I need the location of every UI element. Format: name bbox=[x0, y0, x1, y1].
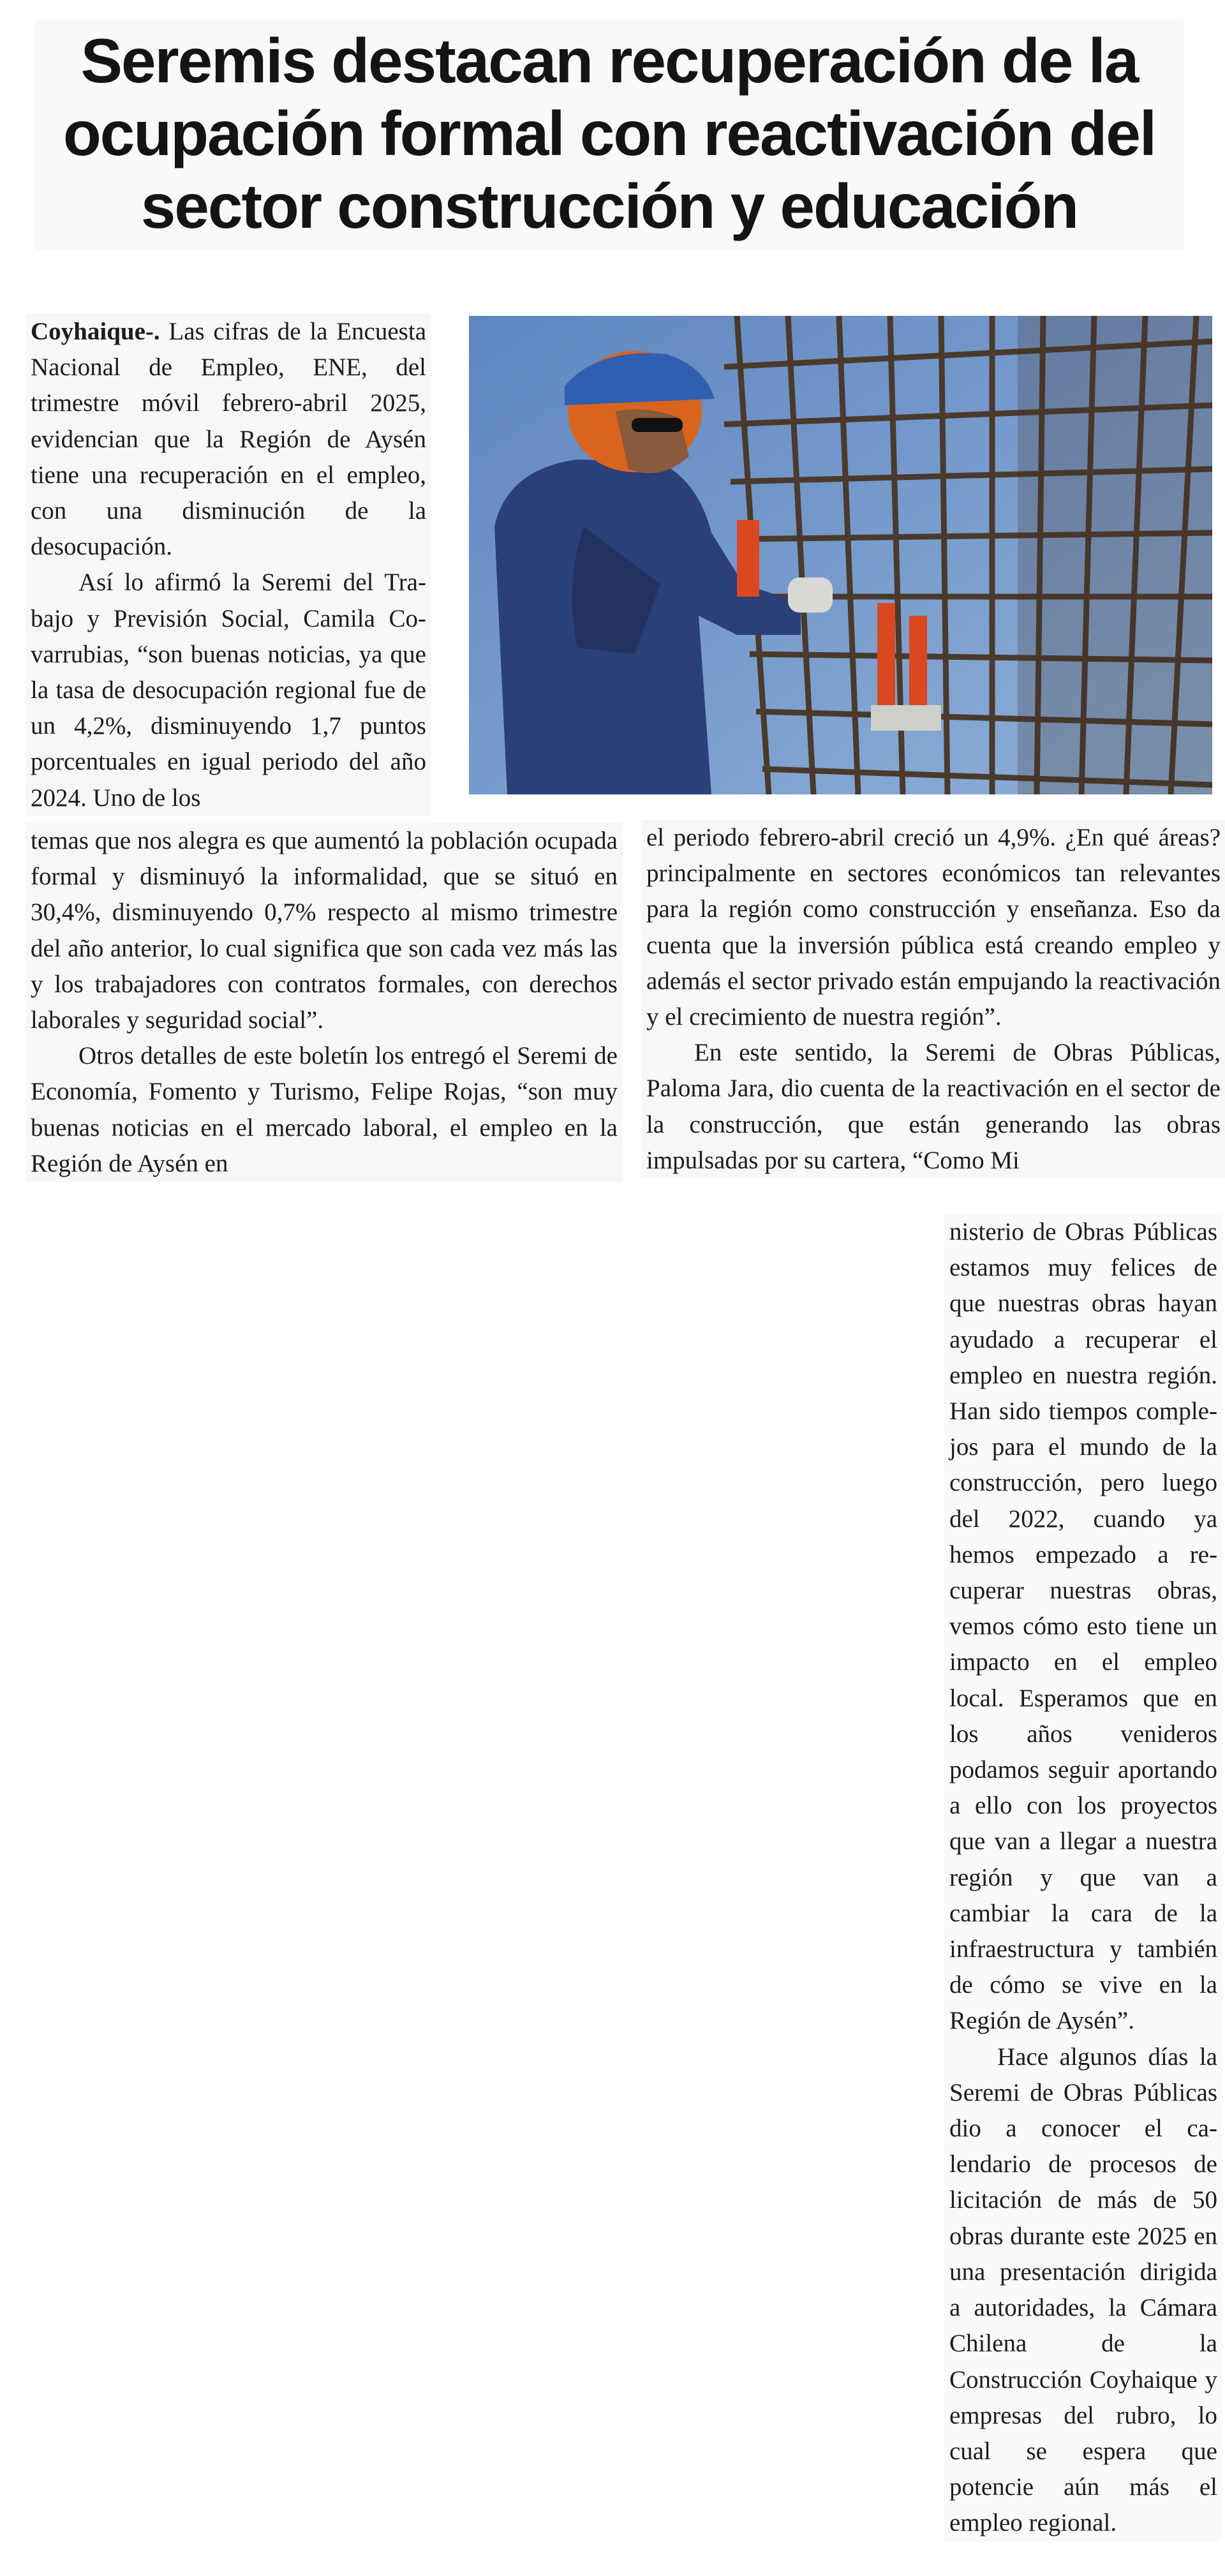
article-paragraph-4: En este sentido, la Seremi de Obras Públicas, Paloma Jara, dio cuenta de la reactivación en el sector de la construcción, que están generando las obras impulsadas por su cartera, “Como Mi bbox=[646, 1039, 1221, 1174]
headline bbox=[35, 19, 1184, 250]
article-column-left-bottom bbox=[26, 823, 623, 1182]
article-column-right-narrow bbox=[944, 1214, 1222, 2542]
headline-line-3: sector construcción y educación bbox=[140, 171, 1078, 241]
article-paragraph-3-continued: el periodo febrero-abril creció un 4,9%. ¿En qué áreas? principalmente en sectores económicos tan relevantes para la región como construcción y enseñanza. Eso da cuenta que la inversión pública está creando empleo y además el sector privado están empujando la reactivación y el crecimiento de nuestra región”. bbox=[646, 824, 1221, 1031]
article-paragraph-3: Otros detalles de este boletín los entregó el Seremi de Economía, Fomento y Turismo, Felipe Rojas, “son muy buenas noticias en el mercado laboral, el empleo en la Región de Aysén en bbox=[31, 1042, 618, 1177]
article-column-right-top bbox=[641, 820, 1225, 1179]
headline-line-2: ocupación formal con reactivación del bbox=[63, 98, 1156, 168]
article-paragraph-2: Así lo afirmó la Seremi del Trabajo y Previsión Social, Camila Covarrubias, “son buenas noticias, ya que la tasa de desocupación regional fue de un 4,2%, disminuyendo 1,7 puntos porcentuales en igual periodo del año 2024. Uno de los bbox=[31, 569, 426, 812]
article-paragraph-1 bbox=[31, 314, 426, 565]
dateline: Coyhaique-. bbox=[31, 318, 160, 345]
headline-line-1: Seremis destacan recuperación de la bbox=[80, 26, 1138, 96]
article-paragraph-4-continued: nisterio de Obras Públicas estamos muy felices de que nuestras obras hayan ayudado a recuperar el empleo en nuestra región. Han sido tiempos complejos para el mundo de la construcción, pero luego del 2022, cuando ya hemos empezado a recuperar nuestras obras, vemos cómo esto tiene un impacto en el empleo local. Esperamos que en los años venideros podamos seguir aportando a ello con los proyectos que van a llegar a nuestra región y que van a cambiar la cara de la infraestructura y también de cómo se vive en la Región de Aysén”. bbox=[949, 1218, 1217, 2035]
construction-worker-rebar-photo bbox=[469, 316, 1212, 794]
paragraph-1-text: Las cifras de la Encuesta Nacional de Empleo, ENE, del trimestre móvil febrero-abril 2025, evidencian que la Región de Aysén tiene una recuperación en el empleo, con una disminución de la desocupación. bbox=[31, 318, 426, 561]
article-column-left-top bbox=[26, 314, 431, 816]
article-paragraph-5: Hace algunos días la Seremi de Obras Públicas dio a conocer el calendario de procesos de licitación de más de 50 obras durante este 2025 en una presentación dirigida a autoridades, la Cámara Chilena de la Construcción Coyhaique y empresas del rubro, lo cual se espera que potencie aún más el empleo regional. bbox=[949, 2043, 1217, 2537]
article-photo bbox=[469, 316, 1212, 794]
article-paragraph-2-continued: temas que nos alegra es que aumentó la población ocupada formal y disminuyó la informalidad, que se situó en 30,4%, disminuyendo 0,7% respecto al mismo trimestre del año anterior, lo cual significa que son cada vez más las y los trabajadores con contratos formales, con derechos laborales y seguridad social”. bbox=[31, 827, 618, 1034]
